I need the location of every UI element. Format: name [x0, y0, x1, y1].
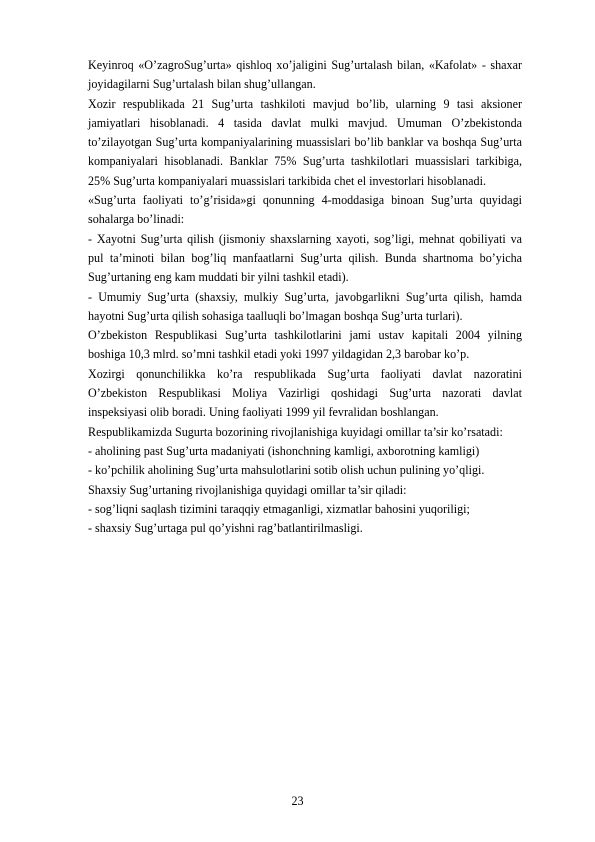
- paragraph: - Umumiy Sug’urta (shaxsiy, mulkiy Sug’urta, javobgarlikni Sug’urta qilish, hamda hayotni Sug’urta qilish sohasiga taalluqli bo’lmagan boshqa Sug’urta turlari).: [88, 289, 522, 323]
- page-number: 23: [291, 794, 304, 808]
- paragraph: «Sug’urta faoliyati to’g’risida»gi qonunning 4-moddasiga binoan Sug’urta quyidagi sohalarga bo’linadi:: [88, 193, 522, 227]
- paragraph: O’zbekiston Respublikasi Sug’urta tashkilotlarini jami ustav kapitali 2004 yilning boshiga 10,3 mlrd. so’mni tashkil etadi yoki 1997 yildagidan 2,3 barobar ko’p.: [88, 328, 522, 362]
- paragraph: - ko’pchilik aholining Sug’urta mahsulotlarini sotib olish uchun pulining yo’qligi.: [88, 463, 485, 478]
- paragraph: - sog’liqni saqlash tizimini taraqqiy etmaganligi, xizmatlar bahosini yuqoriligi;: [88, 501, 470, 516]
- paragraph: - Xayotni Sug’urta qilish (jismoniy shaxslarning xayoti, sog’ligi, mehnat qobiliyati va pul ta’minoti bilan bog’liq manfaatlarni Sug’urta qilish. Bunda shartnoma bo’yicha Sug’urtaning eng kam muddati bir yilni tashkil etadi).: [88, 231, 522, 285]
- body-text: [88, 56, 522, 538]
- paragraph: - shaxsiy Sug’urtaga pul qo’yishni rag’batlantirilmasligi.: [88, 521, 363, 536]
- paragraph: Keyinroq «O’zagroSug’urta» qishloq xo’jaligini Sug’urtalash bilan, «Kafolat» - shaxar joyidagilarni Sug’urtalash bilan shug’ullangan.: [88, 58, 522, 92]
- paragraph: Xozirgi qonunchilikka ko’ra respublikada Sug’urta faoliyati davlat nazoratini O’zbekiston Respublikasi Moliya Vazirligi qoshidagi Sug’urta nazorati davlat inspeksiyasi olib boradi. Uning faoliyati 1999 yil fevralidan boshlangan.: [88, 366, 522, 420]
- paragraph: Respublikamizda Sugurta bozorining rivojlanishiga kuyidagi omillar ta’sir ko’rsatadi:: [88, 424, 503, 439]
- paragraph: - aholining past Sug’urta madaniyati (ishonchning kamligi, axborotning kamligi): [88, 443, 480, 458]
- paragraph: Xozir respublikada 21 Sug’urta tashkiloti mavjud bo’lib, ularning 9 tasi aksioner jamiyatlari hisoblanadi. 4 tasida davlat mulki mavjud. Umuman O’zbekistonda to’zilayotgan Sug’urta kompaniyalarining muassislari bo’lib banklar va boshqa Sug’urta kompaniyalari hisoblanadi. Banklar 75% Sug’urta tashkilotlari muassislari tarkibiga, 25% Sug’urta kompaniyalari muassislari tarkibida chet el investorlari hisoblanadi.: [88, 96, 522, 188]
- paragraph: Shaxsiy Sug’urtaning rivojlanishiga quyidagi omillar ta’sir qiladi:: [88, 482, 407, 497]
